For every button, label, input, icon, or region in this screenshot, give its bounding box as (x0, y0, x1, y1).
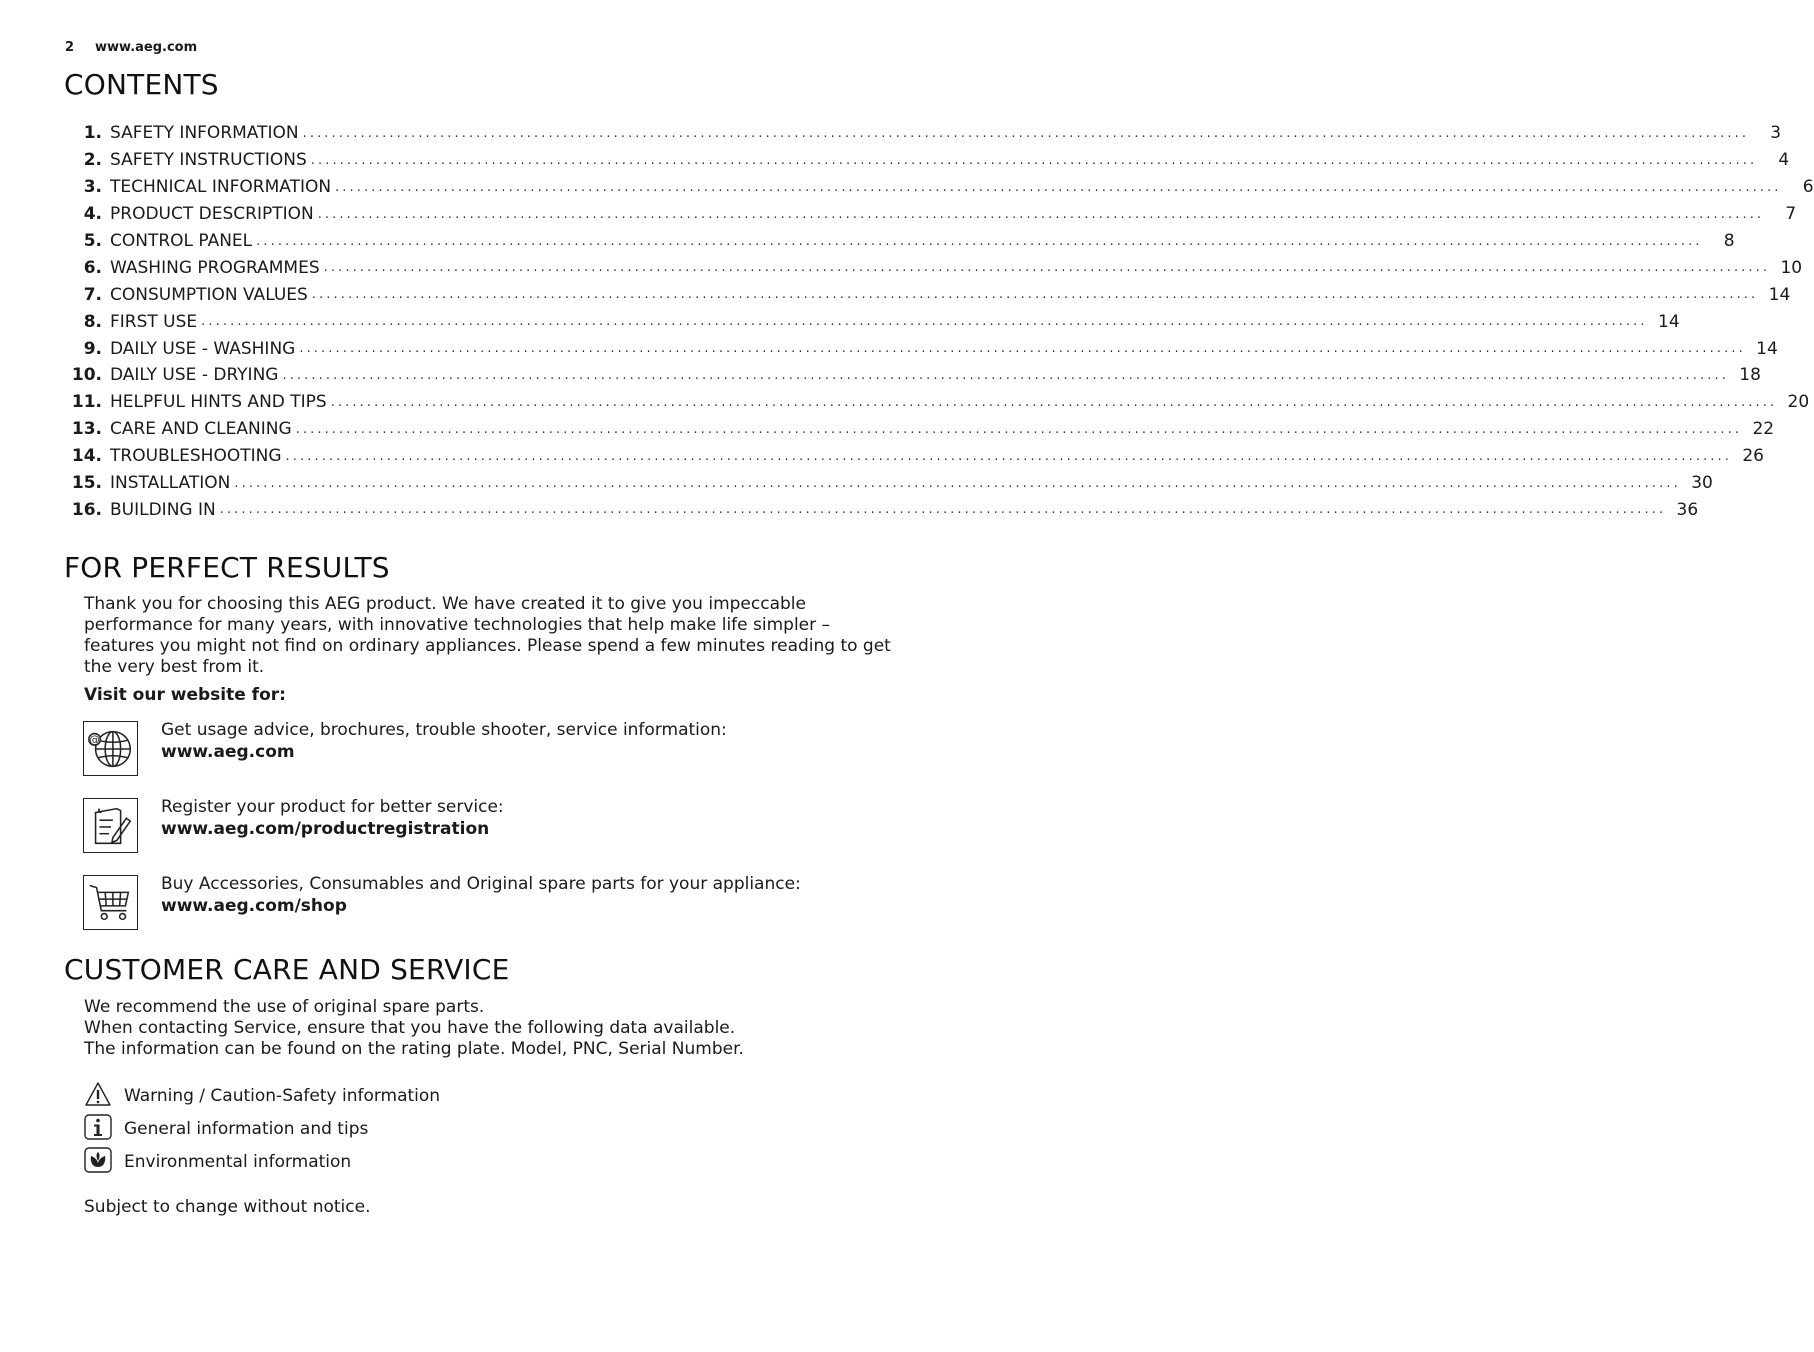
toc-page: 26 (1742, 446, 1764, 467)
toc-number: 11. (71, 392, 102, 413)
toc-title: DAILY USE - WASHING (110, 338, 296, 359)
toc-row[interactable] (64, 335, 1778, 362)
visit-item-registration (83, 798, 903, 854)
toc-row[interactable] (64, 470, 1713, 497)
shopping-cart-icon (83, 875, 138, 930)
page-header (65, 38, 197, 56)
legend-item-environment (84, 1147, 584, 1175)
toc-title: PRODUCT DESCRIPTION (110, 204, 314, 225)
care-line: We recommend the use of original spare parts. (84, 997, 485, 1017)
environment-icon (84, 1147, 112, 1173)
toc-row[interactable] (64, 120, 1782, 147)
toc-number: 8. (83, 311, 102, 332)
toc-number: 15. (71, 473, 102, 494)
visit-text-block (161, 873, 801, 917)
toc-row[interactable] (64, 201, 1797, 228)
toc-leader: ........................................................................................................................................................................................................ (234, 475, 1681, 491)
toc-title: BUILDING IN (110, 499, 216, 520)
toc-leader: ........................................................................................................................................................................................................ (317, 206, 1765, 222)
toc-title: WASHING PROGRAMMES (110, 257, 320, 278)
legend-label: Environmental information (124, 1152, 352, 1172)
toc-page: 22 (1752, 419, 1775, 440)
toc-row[interactable] (64, 228, 1735, 255)
toc-title: FIRST USE (110, 311, 198, 332)
toc-number: 10. (71, 365, 102, 386)
legend-label: Warning / Caution-Safety information (124, 1086, 441, 1106)
warning-icon (84, 1081, 112, 1107)
toc-leader: ........................................................................................................................................................................................................ (219, 502, 1667, 518)
toc-number: 4. (83, 204, 102, 225)
toc-page: 18 (1739, 365, 1761, 386)
toc-number: 3. (83, 177, 102, 198)
toc-row[interactable] (64, 281, 1791, 308)
toc-title: SAFETY INSTRUCTIONS (110, 150, 307, 171)
toc-page: 14 (1658, 311, 1680, 332)
toc-number: 6. (83, 257, 102, 278)
toc-page: 14 (1768, 284, 1791, 305)
intro-paragraph: Thank you for choosing this AEG product. We have created it to give you impeccable performance for many years, with innovative technologies that help make life simpler – features you might not find on ordinary appliances. Please spend a few minutes reading to get the very best from it. (84, 594, 891, 677)
contents-title: CONTENTS (64, 68, 219, 101)
toc-title: SAFETY INFORMATION (110, 123, 299, 144)
toc-leader: ........................................................................................................................................................................................................ (201, 314, 1648, 330)
table-of-contents (64, 120, 1814, 523)
toc-number: 14. (71, 446, 102, 467)
toc-page: 30 (1691, 473, 1713, 494)
toc-row[interactable] (64, 443, 1764, 470)
footer-note: Subject to change without notice. (84, 1197, 371, 1217)
toc-row[interactable] (64, 496, 1699, 523)
toc-leader: ........................................................................................................................................................................................................ (311, 287, 1759, 303)
toc-row[interactable] (64, 174, 1814, 201)
visit-description: Buy Accessories, Consumables and Original spare parts for your appliance: (161, 874, 801, 894)
shop-link[interactable]: www.aeg.com/shop (161, 896, 347, 916)
toc-page: 4 (1778, 150, 1790, 171)
visit-text-block (161, 796, 504, 840)
toc-page: 36 (1676, 499, 1699, 520)
toc-title: INSTALLATION (110, 473, 231, 494)
toc-row[interactable] (64, 416, 1775, 443)
customer-care-title: CUSTOMER CARE AND SERVICE (64, 953, 510, 986)
toc-title: HELPFUL HINTS AND TIPS (110, 392, 327, 413)
toc-leader: ........................................................................................................................................................................................................ (285, 448, 1732, 464)
toc-page: 20 (1787, 392, 1810, 413)
visit-item-support (83, 721, 903, 777)
toc-title: CARE AND CLEANING (110, 419, 292, 440)
header-url[interactable]: www.aeg.com (95, 39, 198, 55)
toc-leader: ........................................................................................................................................................................................................ (282, 367, 1729, 383)
info-icon (84, 1114, 112, 1140)
legend-label: General information and tips (124, 1119, 369, 1139)
registration-form-icon (83, 798, 138, 853)
care-line: When contacting Service, ensure that you have the following data available. (84, 1018, 736, 1038)
toc-number: 9. (83, 338, 102, 359)
toc-page: 8 (1723, 231, 1735, 251)
toc-title: TECHNICAL INFORMATION (110, 177, 332, 198)
care-line: The information can be found on the rating plate. Model, PNC, Serial Number. (84, 1039, 744, 1059)
toc-number: 2. (83, 150, 102, 171)
visit-description: Get usage advice, brochures, trouble shooter, service information: (161, 720, 727, 740)
svg-text:@: @ (89, 734, 100, 747)
toc-page: 3 (1770, 123, 1782, 144)
toc-row[interactable] (64, 362, 1761, 389)
toc-leader: ........................................................................................................................................................................................................ (330, 394, 1778, 410)
legend-item-warning (84, 1081, 584, 1109)
toc-number: 16. (71, 499, 102, 520)
toc-leader: ........................................................................................................................................................................................................ (323, 260, 1771, 276)
toc-row[interactable] (64, 308, 1680, 335)
toc-leader: ........................................................................................................................................................................................................ (295, 421, 1743, 437)
toc-page: 14 (1756, 338, 1778, 359)
toc-row[interactable] (64, 389, 1810, 416)
support-link[interactable]: www.aeg.com (161, 742, 295, 762)
page-number: 2 (65, 39, 75, 55)
toc-leader: ........................................................................................................................................................................................................ (302, 125, 1750, 141)
toc-leader: ........................................................................................................................................................................................................ (299, 341, 1746, 357)
toc-row[interactable] (64, 254, 1803, 281)
toc-number: 1. (83, 123, 102, 144)
toc-page: 6 (1802, 177, 1814, 198)
toc-title: CONTROL PANEL (110, 231, 253, 251)
toc-number: 7. (83, 284, 102, 305)
visit-text-block (161, 719, 727, 763)
toc-number: 5. (83, 231, 102, 251)
toc-leader: ........................................................................................................................................................................................................ (310, 152, 1758, 168)
visit-description: Register your product for better service: (161, 797, 504, 817)
visit-item-shop (83, 875, 903, 931)
toc-row[interactable] (64, 147, 1790, 174)
toc-title: TROUBLESHOOTING (110, 446, 282, 467)
registration-link[interactable]: www.aeg.com/productregistration (161, 819, 490, 839)
globe-at-icon (83, 721, 138, 776)
legend-item-info (84, 1114, 584, 1142)
toc-number: 13. (71, 419, 102, 440)
toc-page: 7 (1785, 204, 1797, 225)
toc-title: DAILY USE - DRYING (110, 365, 279, 386)
perfect-results-title: FOR PERFECT RESULTS (64, 551, 390, 584)
toc-leader: ........................................................................................................................................................................................................ (256, 233, 1703, 249)
visit-heading: Visit our website for: (84, 685, 286, 705)
toc-page: 10 (1780, 257, 1803, 278)
toc-title: CONSUMPTION VALUES (110, 284, 308, 305)
toc-leader: ........................................................................................................................................................................................................ (335, 179, 1782, 195)
